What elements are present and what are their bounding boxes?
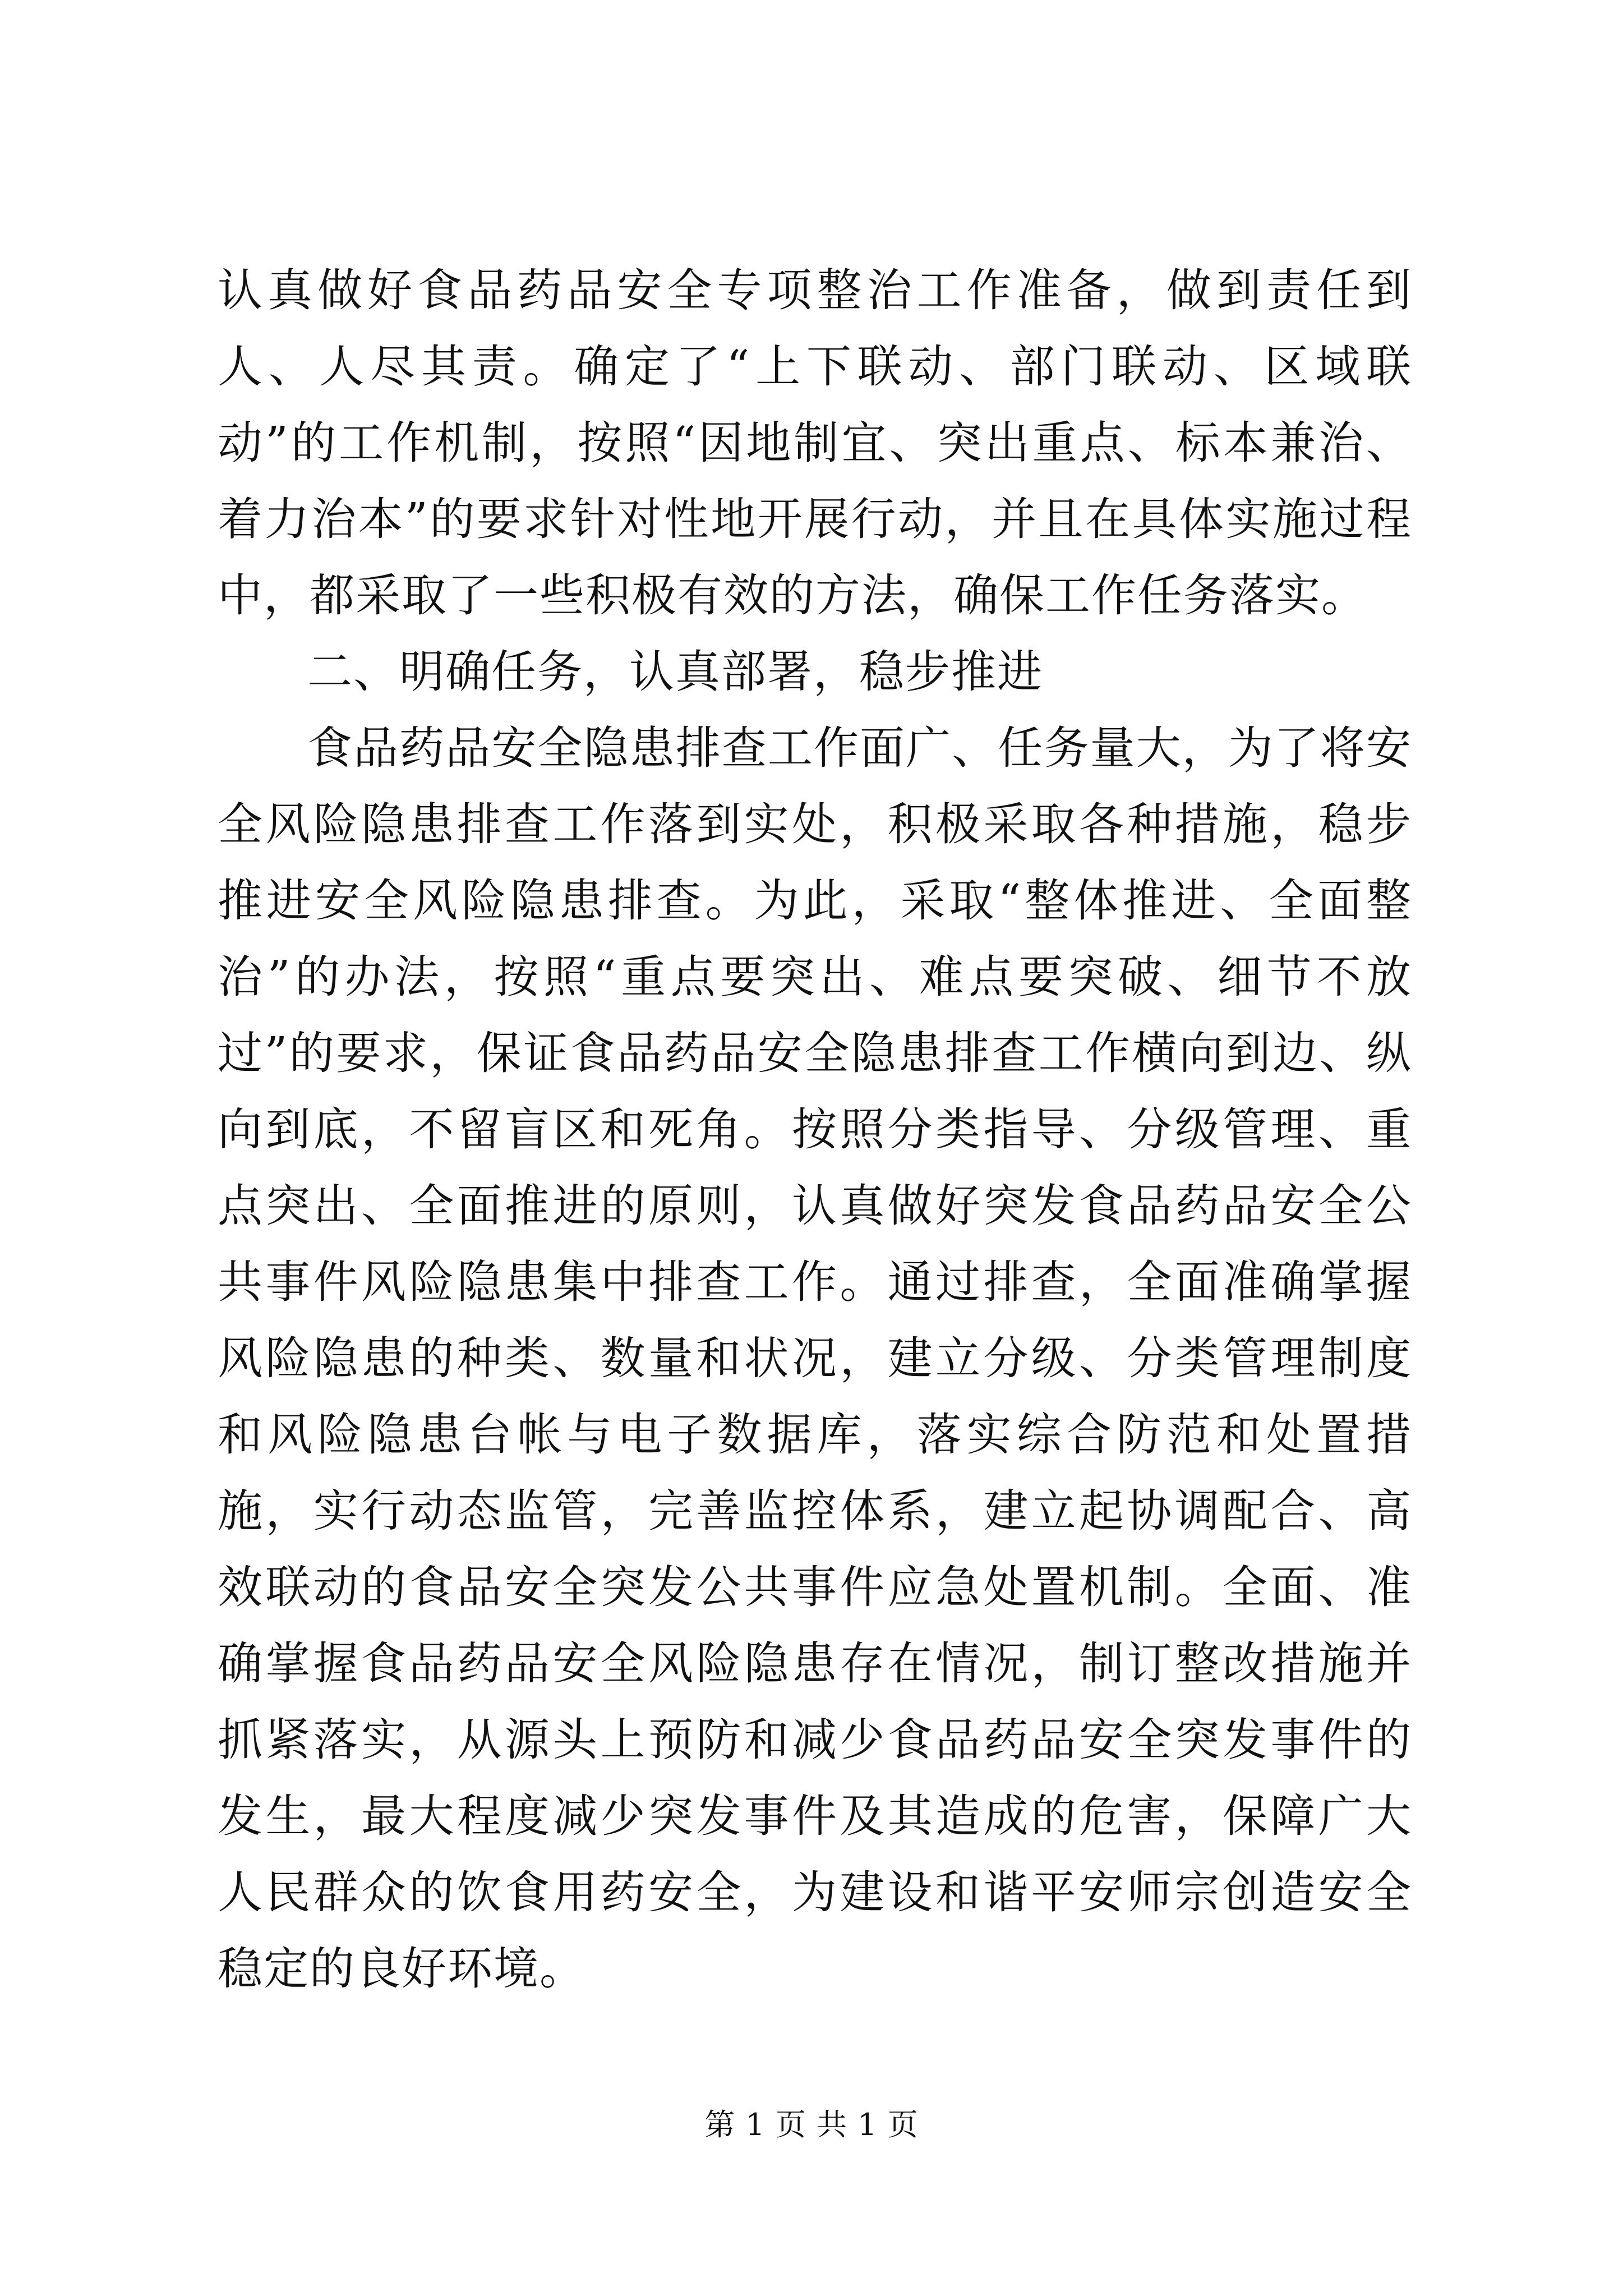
paragraph-continued: 认真做好食品药品安全专项整治工作准备，做到责任到人、人尽其责。确定了“上下联动、部门联动、区域联动”的工作机制，按照“因地制宜、突出重点、标本兼治、着力治本”的要求针对性地开展行动，并且在具体实施过程中，都采取了一些积极有效的方法，确保工作任务落实。: [218, 264, 1412, 622]
paragraph-body: 食品药品安全隐患排查工作面广、任务量大，为了将安全风险隐患排查工作落到实处，积极采取各种措施，稳步推进安全风险隐患排查。为此，采取“整体推进、全面整治”的办法，按照“重点要突出、难点要突破、细节不放过”的要求，保证食品药品安全隐患排查工作横向到边、纵向到底，不留盲区和死角。按照分类指导、分级管理、重点突出、全面推进的原则，认真做好突发食品药品安全公共事件风险隐患集中排查工作。通过排查，全面准确掌握风险隐患的种类、数量和状况，建立分级、分类管理制度和风险隐患台帐与电子数据库，落实综合防范和处置措施，实行动态监管，完善监控体系，建立起协调配合、高效联动的食品安全突发公共事件应急处置机制。全面、准确掌握食品药品安全风险隐患存在情况，制订整改措施并抓紧落实，从源头上预防和减少食品药品安全突发事件的发生，最大程度减少突发事件及其造成的危害，保障广大人民群众的饮食用药安全，为建设和谐平安师宗创造安全稳定的良好环境。: [218, 722, 1412, 1995]
section-heading: 二、明确任务，认真部署，稳步推进: [307, 646, 1043, 698]
page-footer: 第 1 页 共 1 页: [704, 2107, 919, 2142]
document-body: [218, 252, 1412, 2007]
